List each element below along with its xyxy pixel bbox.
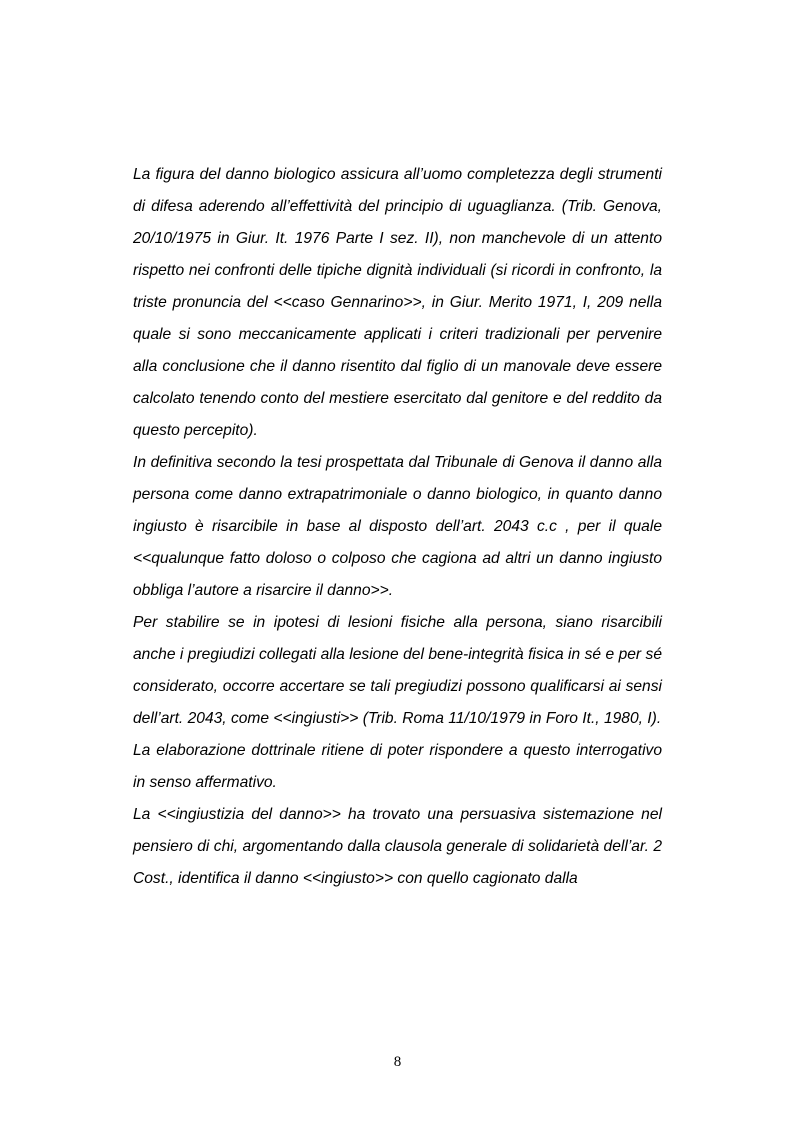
paragraph-lesioni-fisiche: Per stabilire se in ipotesi di lesioni fisiche alla persona, siano risarcibili anche i pregiudizi collegati alla lesione del bene-integrità fisica in sé e per sé considerato, occorre accertare se tali pregiudizi possono qualificarsi ai sensi dell’art. 2043, come <<ingiusti>> (Trib. Roma 11/10/1979 in Foro It., 1980, I). xyxy=(133,614,662,727)
page-number: 8 xyxy=(393,1054,402,1070)
paragraph-ingiustizia-danno: La <<ingiustizia del danno>> ha trovato una persuasiva sistemazione nel pensiero di chi, argomentando dalla clausola generale di solidarietà dell’ar. 2 Cost., identifica il danno <<ingiusto>> con quello cagionato dalla xyxy=(133,806,662,887)
paragraph-danno-biologico: La figura del danno biologico assicura all’uomo completezza degli strumenti di difesa aderendo all’effettività del principio di uguaglianza. (Trib. Genova, 20/10/1975 in Giur. It. 1976 Parte I sez. II), non manchevole di un attento rispetto nei confronti delle tipiche dignità individuali (si ricordi in confronto, la triste pronuncia del <<caso Gennarino>>, in Giur. Merito 1971, I, 209 nella quale si sono meccanicamente applicati i criteri tradizionali per pervenire alla conclusione che il danno risentito dal figlio di un manovale deve essere calcolato tenendo conto del mestiere esercitato dal genitore e del reddito da questo percepito). xyxy=(133,166,662,439)
paragraph-tribunale-genova: In definitiva secondo la tesi prospettata dal Tribunale di Genova il danno alla persona come danno extrapatrimoniale o danno biologico, in quanto danno ingiusto è risarcibile in base al disposto dell’art. 2043 c.c , per il quale <<qualunque fatto doloso o colposo che cagiona ad altri un danno ingiusto obbliga l’autore a risarcire il danno>>. xyxy=(133,454,662,599)
body-text xyxy=(133,159,662,895)
paragraph-elaborazione-dottrinale: La elaborazione dottrinale ritiene di poter rispondere a questo interrogativo in senso affermativo. xyxy=(133,742,662,791)
